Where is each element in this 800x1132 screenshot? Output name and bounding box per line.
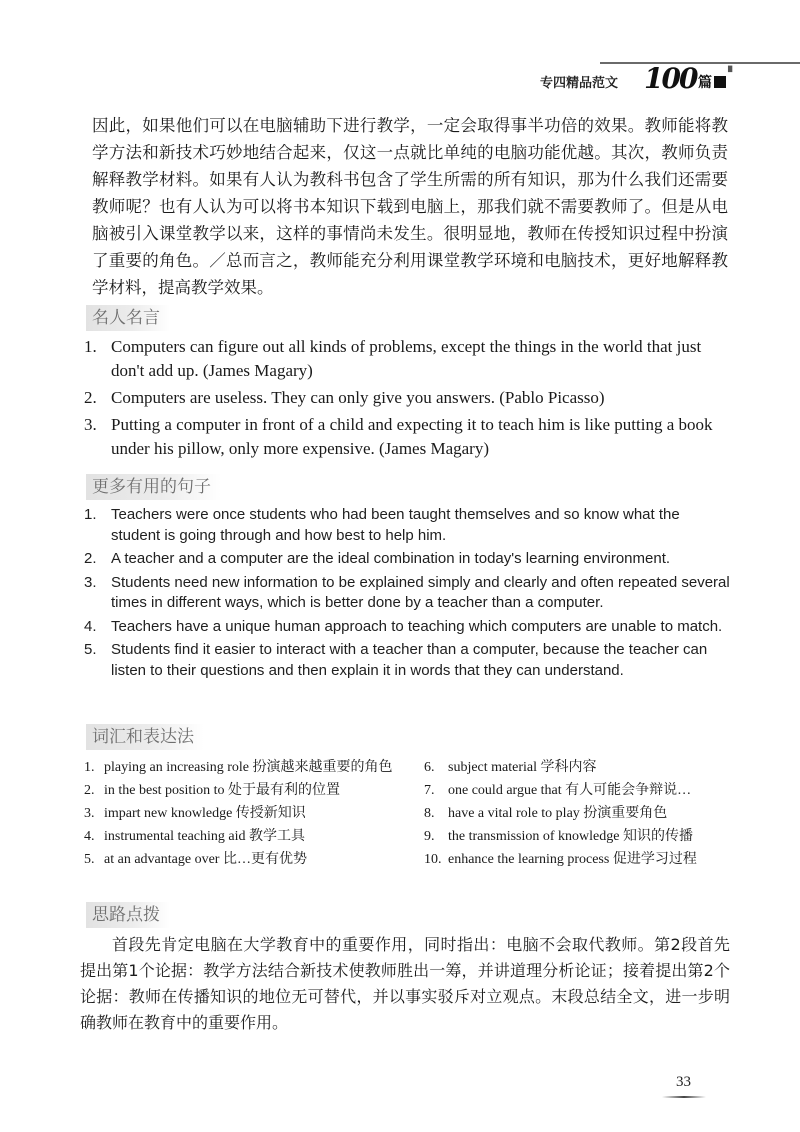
item-number: 1. — [84, 337, 97, 356]
item-number: 2. — [84, 550, 97, 567]
list-item — [80, 573, 732, 614]
section-title-quotes: 名人名言 — [86, 305, 170, 331]
item-text: at an advantage over 比…更有优势 — [104, 852, 307, 867]
list-item — [80, 386, 732, 410]
item-text: have a vital role to play 扮演重要角色 — [448, 806, 668, 821]
item-number: 1. — [84, 760, 95, 775]
vocab-column-left — [80, 756, 400, 871]
item-text: Teachers have a unique human approach to teaching which computers are unable to match. — [111, 617, 723, 635]
intro-paragraph: 因此，如果他们可以在电脑辅助下进行教学，一定会取得事半功倍的效果。教师能将教学方法和新技术巧妙地结合起来，仅这一点就比单纯的电脑功能优越。其次，教师负责解释教学材料。如果有人认为教科书包含了学生所需的所有知识，那为什么我们还需要教师呢？也有人认为可以将书本知识下载到电脑上，那我们就不需要教师了。但是从电脑被引入课堂教学以来，这样的事情尚未发生。很明显地，教师在传授知识过程中扮演了重要的角色。／总而言之，教师能充分利用课堂教学环境和电脑技术，更好地解释教学材料，提高教学效果。 — [92, 116, 728, 297]
vocab-item — [80, 825, 400, 848]
vocab-item — [420, 825, 740, 848]
item-number: 7. — [424, 783, 435, 798]
item-number: 5. — [84, 852, 95, 867]
vocab-item — [420, 848, 740, 871]
vocab-item — [80, 779, 400, 802]
quotes-list — [80, 335, 732, 464]
list-item — [80, 335, 732, 383]
item-number: 5. — [84, 641, 97, 658]
analysis-paragraph: 首段先肯定电脑在大学教育中的重要作用，同时指出：电脑不会取代教师。第2段首先提出第1个论据：教学方法结合新技术使教师胜出一筹，并讲道理分析论证；接着提出第2个论据：教师在传播知识的地位无可替代，并以事实驳斥对立观点。末段总结全文，进一步明确教师在教育中的重要作用。 — [80, 935, 730, 1032]
item-number: 2. — [84, 388, 97, 407]
vocab-item — [420, 802, 740, 825]
item-text: Putting a computer in front of a child and expecting it to teach him is like putting a book under his pillow, only more expensive. (James Magary) — [111, 415, 713, 458]
item-text: A teacher and a computer are the ideal combination in today's learning environment. — [111, 550, 671, 567]
header-mark-icon: ▘ — [728, 66, 737, 79]
sentences-list — [80, 505, 732, 684]
item-number: 10. — [424, 852, 442, 867]
item-number: 4. — [84, 617, 97, 635]
page-number-ornament — [662, 1096, 706, 1098]
item-number: 3. — [84, 415, 97, 434]
item-text: one could argue that 有人可能会争辩说… — [448, 783, 692, 798]
item-number: 9. — [424, 829, 435, 844]
item-text: Students need new information to be explained simply and clearly and often repeated several times in different ways, which is better done by a teacher than a computer. — [111, 573, 730, 611]
item-number: 8. — [424, 806, 435, 821]
item-number: 1. — [84, 506, 97, 523]
list-item — [80, 413, 732, 461]
item-number: 2. — [84, 783, 95, 798]
item-text: Students find it easier to interact with a teacher than a computer, because the teacher can listen to their questions and then explain it in words that they can understand. — [111, 641, 708, 679]
item-text: Teachers were once students who had been taught themselves and so know what the student is going through and how best to help him. — [111, 506, 680, 544]
item-text: in the best position to 处于最有利的位置 — [104, 783, 341, 798]
list-item — [80, 617, 732, 638]
vocab-item — [420, 779, 740, 802]
vocab-item — [80, 756, 400, 779]
vocab-item — [80, 802, 400, 825]
item-text: instrumental teaching aid 教学工具 — [104, 829, 306, 844]
vocab-item — [420, 756, 740, 779]
section-title-vocab: 词汇和表达法 — [86, 724, 204, 750]
series-title: 专四精品范文 — [540, 76, 619, 91]
item-text: Computers are useless. They can only give you answers. (Pablo Picasso) — [111, 388, 605, 407]
item-text: impart new knowledge 传授新知识 — [104, 806, 306, 821]
list-item — [80, 640, 732, 681]
page-number: 33 — [676, 1074, 691, 1090]
header-square-icon — [714, 76, 726, 88]
item-text: Computers can figure out all kinds of problems, except the things in the world that just don't add up. (James Magary) — [111, 337, 702, 380]
header-rule — [600, 62, 800, 64]
item-number: 3. — [84, 573, 97, 591]
item-text: enhance the learning process 促进学习过程 — [448, 852, 697, 867]
item-text: playing an increasing role 扮演越来越重要的角色 — [104, 760, 393, 775]
running-header — [0, 62, 800, 102]
item-text: the transmission of knowledge 知识的传播 — [448, 829, 693, 844]
vocab-item — [80, 848, 400, 871]
item-number: 3. — [84, 806, 95, 821]
section-title-analysis: 思路点拨 — [86, 902, 170, 928]
list-item — [80, 505, 732, 546]
series-unit: 篇 — [698, 75, 712, 91]
section-title-sentences: 更多有用的句子 — [86, 474, 221, 500]
list-item — [80, 549, 732, 570]
item-text: subject material 学科内容 — [448, 760, 597, 775]
item-number: 6. — [424, 760, 435, 775]
vocab-column-right — [420, 756, 740, 871]
series-number: 100 — [644, 62, 697, 95]
item-number: 4. — [84, 829, 95, 844]
